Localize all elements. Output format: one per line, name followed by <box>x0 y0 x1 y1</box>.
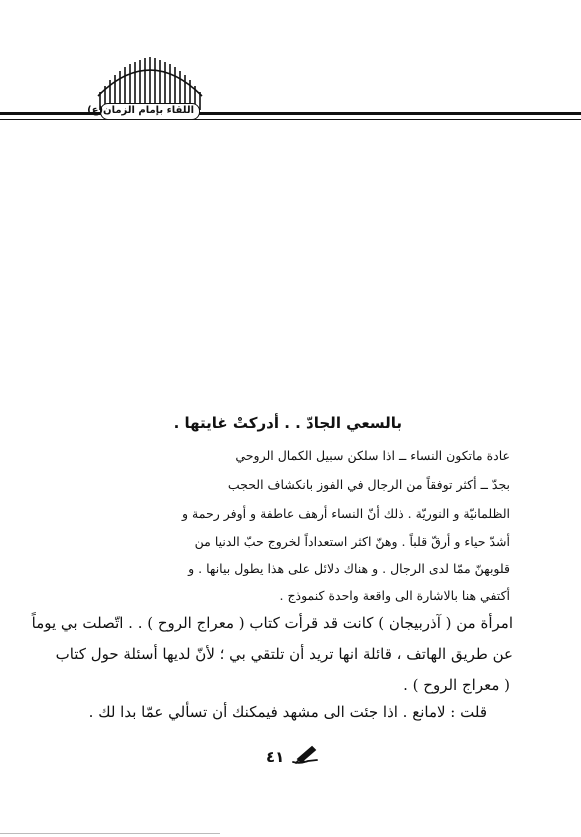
paragraph-line: عن طريق الهاتف ، قائلة انها تريد أن تلتقي بي ؛ لأنّ لديها أسئلة حول كتاب <box>55 645 513 663</box>
paragraph-line: ( معراج الروح ) . <box>403 676 510 694</box>
paragraph-line: قلت : لامانع . اذا جئت الى مشهد فيمكنك أن تسألي عمّا بدا لك . <box>88 703 487 721</box>
header-rule-thin <box>0 119 581 120</box>
running-header-title: اللقاء بإمام الزمان(ع) <box>87 105 194 116</box>
paragraph-line: أشدّ حياء و أرقّ قلباً . وهنّ اكثر استعداداً لخروج حبّ الدنيا من <box>194 534 510 549</box>
section-heading: بالسعي الجادّ . . أدركتْ غايتها . <box>173 414 402 432</box>
pen-writing-icon <box>290 744 320 766</box>
bottom-rule <box>0 833 220 834</box>
page-header <box>0 0 581 125</box>
paragraph-line: عادة ماتكون النساء ــ اذا سلكن سبيل الكمال الروحي <box>235 448 510 463</box>
page-number: ٤١ <box>266 748 285 766</box>
paragraph-line: قلوبهنّ ممّا لدى الرجال . و هناك دلائل على هذا يطول بيانها . و <box>188 561 510 576</box>
paragraph-line: بجدّ ــ أكثر توفقاً من الرجال في الفوز بانكشاف الحجب <box>227 477 510 492</box>
paragraph-line: أكتفي هنا بالاشارة الى واقعة واحدة كنموذج . <box>279 588 510 603</box>
paragraph-line: الظلمانيّة و النوريّة . ذلك أنّ النساء أرهف عاطفة و أوفر رحمة و <box>182 506 510 521</box>
paragraph-line: امرأة من ( آذربيجان ) كانت قد قرأت كتاب ( معراج الروح ) . . اتّصلت بي يوماً <box>31 614 513 632</box>
